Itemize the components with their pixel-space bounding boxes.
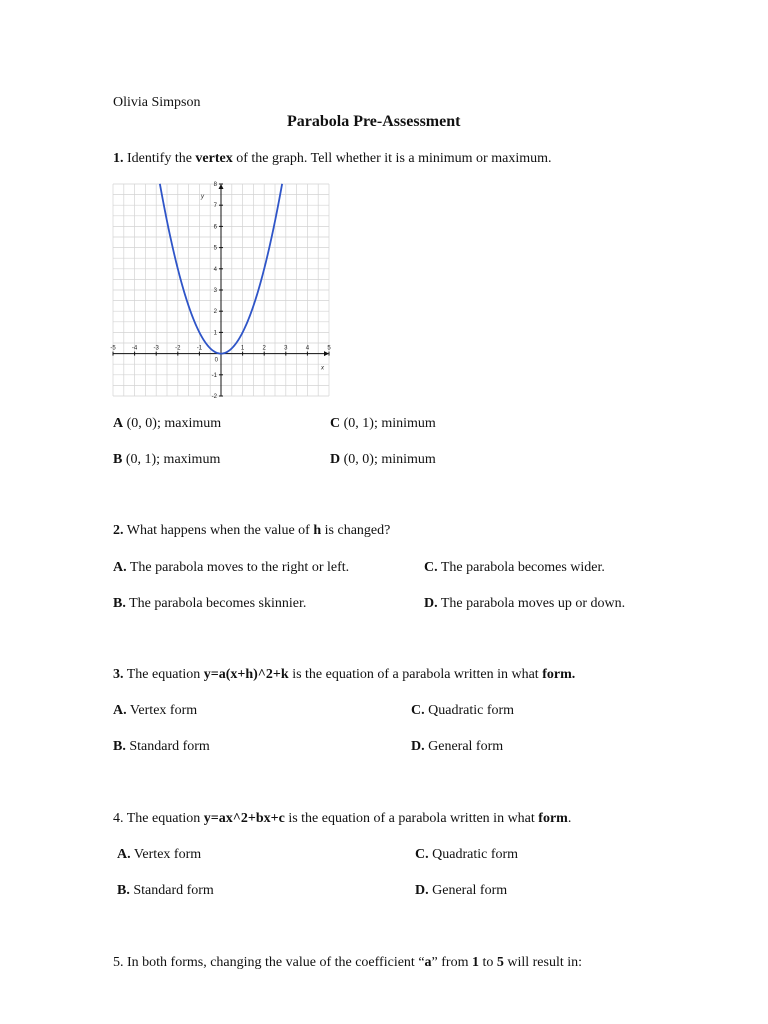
option-letter: C. (411, 703, 425, 718)
x-axis-arrow (324, 351, 329, 356)
x-tick-label: 5 (327, 345, 331, 352)
page-title: Parabola Pre-Assessment (287, 113, 461, 130)
y-tick-label: -1 (211, 372, 217, 379)
option-letter: C. (424, 560, 438, 575)
question-text: 4. The equation (113, 811, 204, 826)
x-tick-label: -5 (110, 345, 116, 352)
option-text: Quadratic form (424, 703, 515, 718)
q2-option-b[interactable] (113, 596, 306, 612)
q4-option-b[interactable] (117, 883, 214, 899)
option-letter: B (113, 452, 123, 467)
option-letter: B. (113, 739, 126, 754)
y-tick-label: 4 (213, 266, 217, 273)
option-letter: A. (113, 703, 127, 718)
question-number: 3. (113, 667, 124, 682)
question-text: What happens when the value of (123, 523, 314, 538)
option-letter: B. (117, 883, 130, 898)
y-tick-label: 3 (213, 288, 217, 294)
y-tick-label: 5 (213, 245, 217, 252)
q1-option-b[interactable] (113, 452, 220, 468)
q4-option-d[interactable] (415, 883, 507, 899)
question-text: ” from (431, 955, 472, 970)
option-letter: C. (415, 847, 429, 862)
q3-option-d[interactable] (411, 739, 503, 755)
option-text: (0, 0); minimum (340, 452, 436, 467)
q2-option-d[interactable] (424, 596, 625, 612)
q1-option-a[interactable] (113, 416, 221, 432)
y-tick-label: 6 (213, 224, 217, 231)
option-letter: D. (411, 739, 425, 754)
q2-option-a[interactable] (113, 560, 349, 576)
origin-label: 0 (214, 357, 218, 364)
option-text: Vertex form (130, 847, 202, 862)
question-keyword: form. (542, 667, 576, 682)
question-keyword: 5 (496, 955, 504, 970)
y-tick-label: 1 (213, 330, 217, 337)
x-tick-label: 2 (262, 345, 266, 352)
x-axis-label: x (321, 365, 324, 372)
question-1 (113, 151, 552, 167)
option-text: General form (428, 883, 508, 898)
y-axis-label: y (201, 194, 204, 200)
q2-option-c[interactable] (424, 560, 605, 576)
q1-option-c[interactable] (330, 416, 436, 432)
question-text: 5. In both forms, changing the value of the coefficient “ (113, 955, 425, 970)
question-keyword: a (424, 955, 432, 970)
question-text: The equation (123, 667, 204, 682)
question-number: 2. (113, 523, 124, 538)
question-4 (113, 811, 571, 827)
option-text: The parabola moves to the right or left. (126, 560, 350, 575)
question-text: . (567, 811, 572, 826)
y-axis-arrow (219, 184, 224, 189)
q3-option-b[interactable] (113, 739, 210, 755)
option-letter: B. (113, 596, 126, 611)
question-text: of the graph. Tell whether it is a minimum or maximum. (232, 151, 552, 166)
x-tick-label: -1 (196, 345, 203, 352)
y-tick-label: 2 (213, 309, 217, 316)
x-tick-label: 1 (240, 345, 245, 352)
question-equation: y=a(x+h)^2+k (203, 667, 289, 682)
y-tick-label: 8 (213, 182, 217, 188)
question-text: will result in: (503, 955, 583, 970)
option-text: The parabola becomes wider. (437, 560, 605, 575)
q1-option-d[interactable] (330, 452, 436, 468)
x-tick-label: -2 (175, 345, 181, 352)
question-keyword: 1 (471, 955, 479, 970)
option-text: Quadratic form (428, 847, 519, 862)
q4-option-c[interactable] (415, 847, 518, 863)
option-text: The parabola moves up or down. (437, 596, 626, 611)
x-tick-label: 4 (305, 345, 310, 352)
question-keyword: form (538, 811, 568, 826)
question-equation: y=ax^2+bx+c (203, 811, 285, 826)
question-keyword: vertex (195, 151, 233, 166)
option-text: Standard form (129, 883, 214, 898)
question-text: is the equation of a parabola written in what (284, 811, 539, 826)
option-letter: A (113, 416, 124, 431)
question-3 (113, 667, 575, 683)
option-text: (0, 0); maximum (123, 416, 222, 431)
question-5 (113, 955, 582, 971)
option-letter: D (330, 452, 341, 467)
question-text: is changed? (321, 523, 391, 538)
q4-option-a[interactable] (117, 847, 201, 863)
option-text: Standard form (125, 739, 210, 754)
option-letter: A. (113, 560, 127, 575)
option-text: General form (424, 739, 504, 754)
author-name: Olivia Simpson (113, 95, 201, 110)
option-text: (0, 1); minimum (340, 416, 436, 431)
option-text: (0, 1); maximum (122, 452, 221, 467)
question-text: Identify the (123, 151, 196, 166)
option-letter: A. (117, 847, 131, 862)
question-text: is the equation of a parabola written in what (288, 667, 543, 682)
x-tick-label: -3 (153, 345, 159, 352)
option-letter: C (330, 416, 341, 431)
x-tick-label: -4 (131, 345, 138, 352)
x-tick-label: 3 (284, 345, 288, 352)
question-keyword: h (313, 523, 322, 538)
option-letter: D. (415, 883, 429, 898)
y-tick-label: 7 (213, 203, 217, 210)
q3-option-c[interactable] (411, 703, 514, 719)
y-tick-label: -2 (211, 394, 217, 400)
question-number: 1. (113, 151, 124, 166)
parabola-graph (110, 182, 331, 400)
option-text: The parabola becomes skinnier. (125, 596, 307, 611)
q3-option-a[interactable] (113, 703, 197, 719)
option-letter: D. (424, 596, 438, 611)
question-2 (113, 523, 390, 539)
option-text: Vertex form (126, 703, 198, 718)
question-text: to (478, 955, 497, 970)
